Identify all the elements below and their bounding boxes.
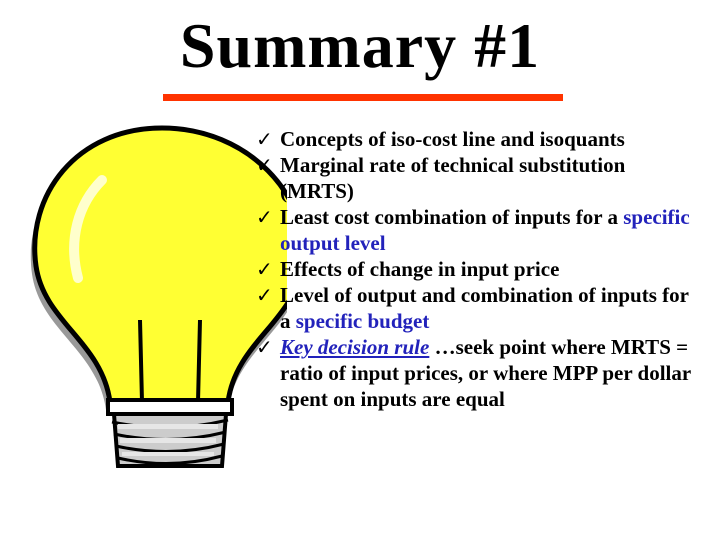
light-bulb-icon	[22, 120, 287, 470]
title-underline	[163, 94, 563, 101]
key-decision-rule-link[interactable]: Key decision rule	[280, 335, 430, 359]
bullet-item: ✓ Concepts of iso-cost line and isoquants	[256, 127, 625, 151]
bullet-item: ✓ Least cost combination of inputs for a specific output level	[256, 205, 690, 255]
summary-bullet-list	[256, 126, 696, 412]
checkmark-icon: ✓	[256, 257, 273, 281]
checkmark-icon: ✓	[256, 335, 273, 359]
checkmark-icon: ✓	[256, 153, 273, 177]
bullet-item: ✓ Effects of change in input price	[256, 257, 560, 281]
highlight-text: specific output level	[280, 205, 690, 255]
bullet-item: ✓ Key decision rule …seek point where MRTS = ratio of input prices, or where MPP per dollar spent on inputs are equal	[256, 335, 691, 411]
checkmark-icon: ✓	[256, 283, 273, 307]
checkmark-icon: ✓	[256, 127, 273, 151]
bullet-item: ✓ Level of output and combination of inputs for a specific budget	[256, 283, 689, 333]
checkmark-icon: ✓	[256, 205, 273, 229]
slide-title: Summary #1	[179, 10, 541, 81]
highlight-text: specific budget	[295, 309, 430, 333]
bullet-item: ✓ Marginal rate of technical substitution (MRTS)	[256, 153, 626, 203]
